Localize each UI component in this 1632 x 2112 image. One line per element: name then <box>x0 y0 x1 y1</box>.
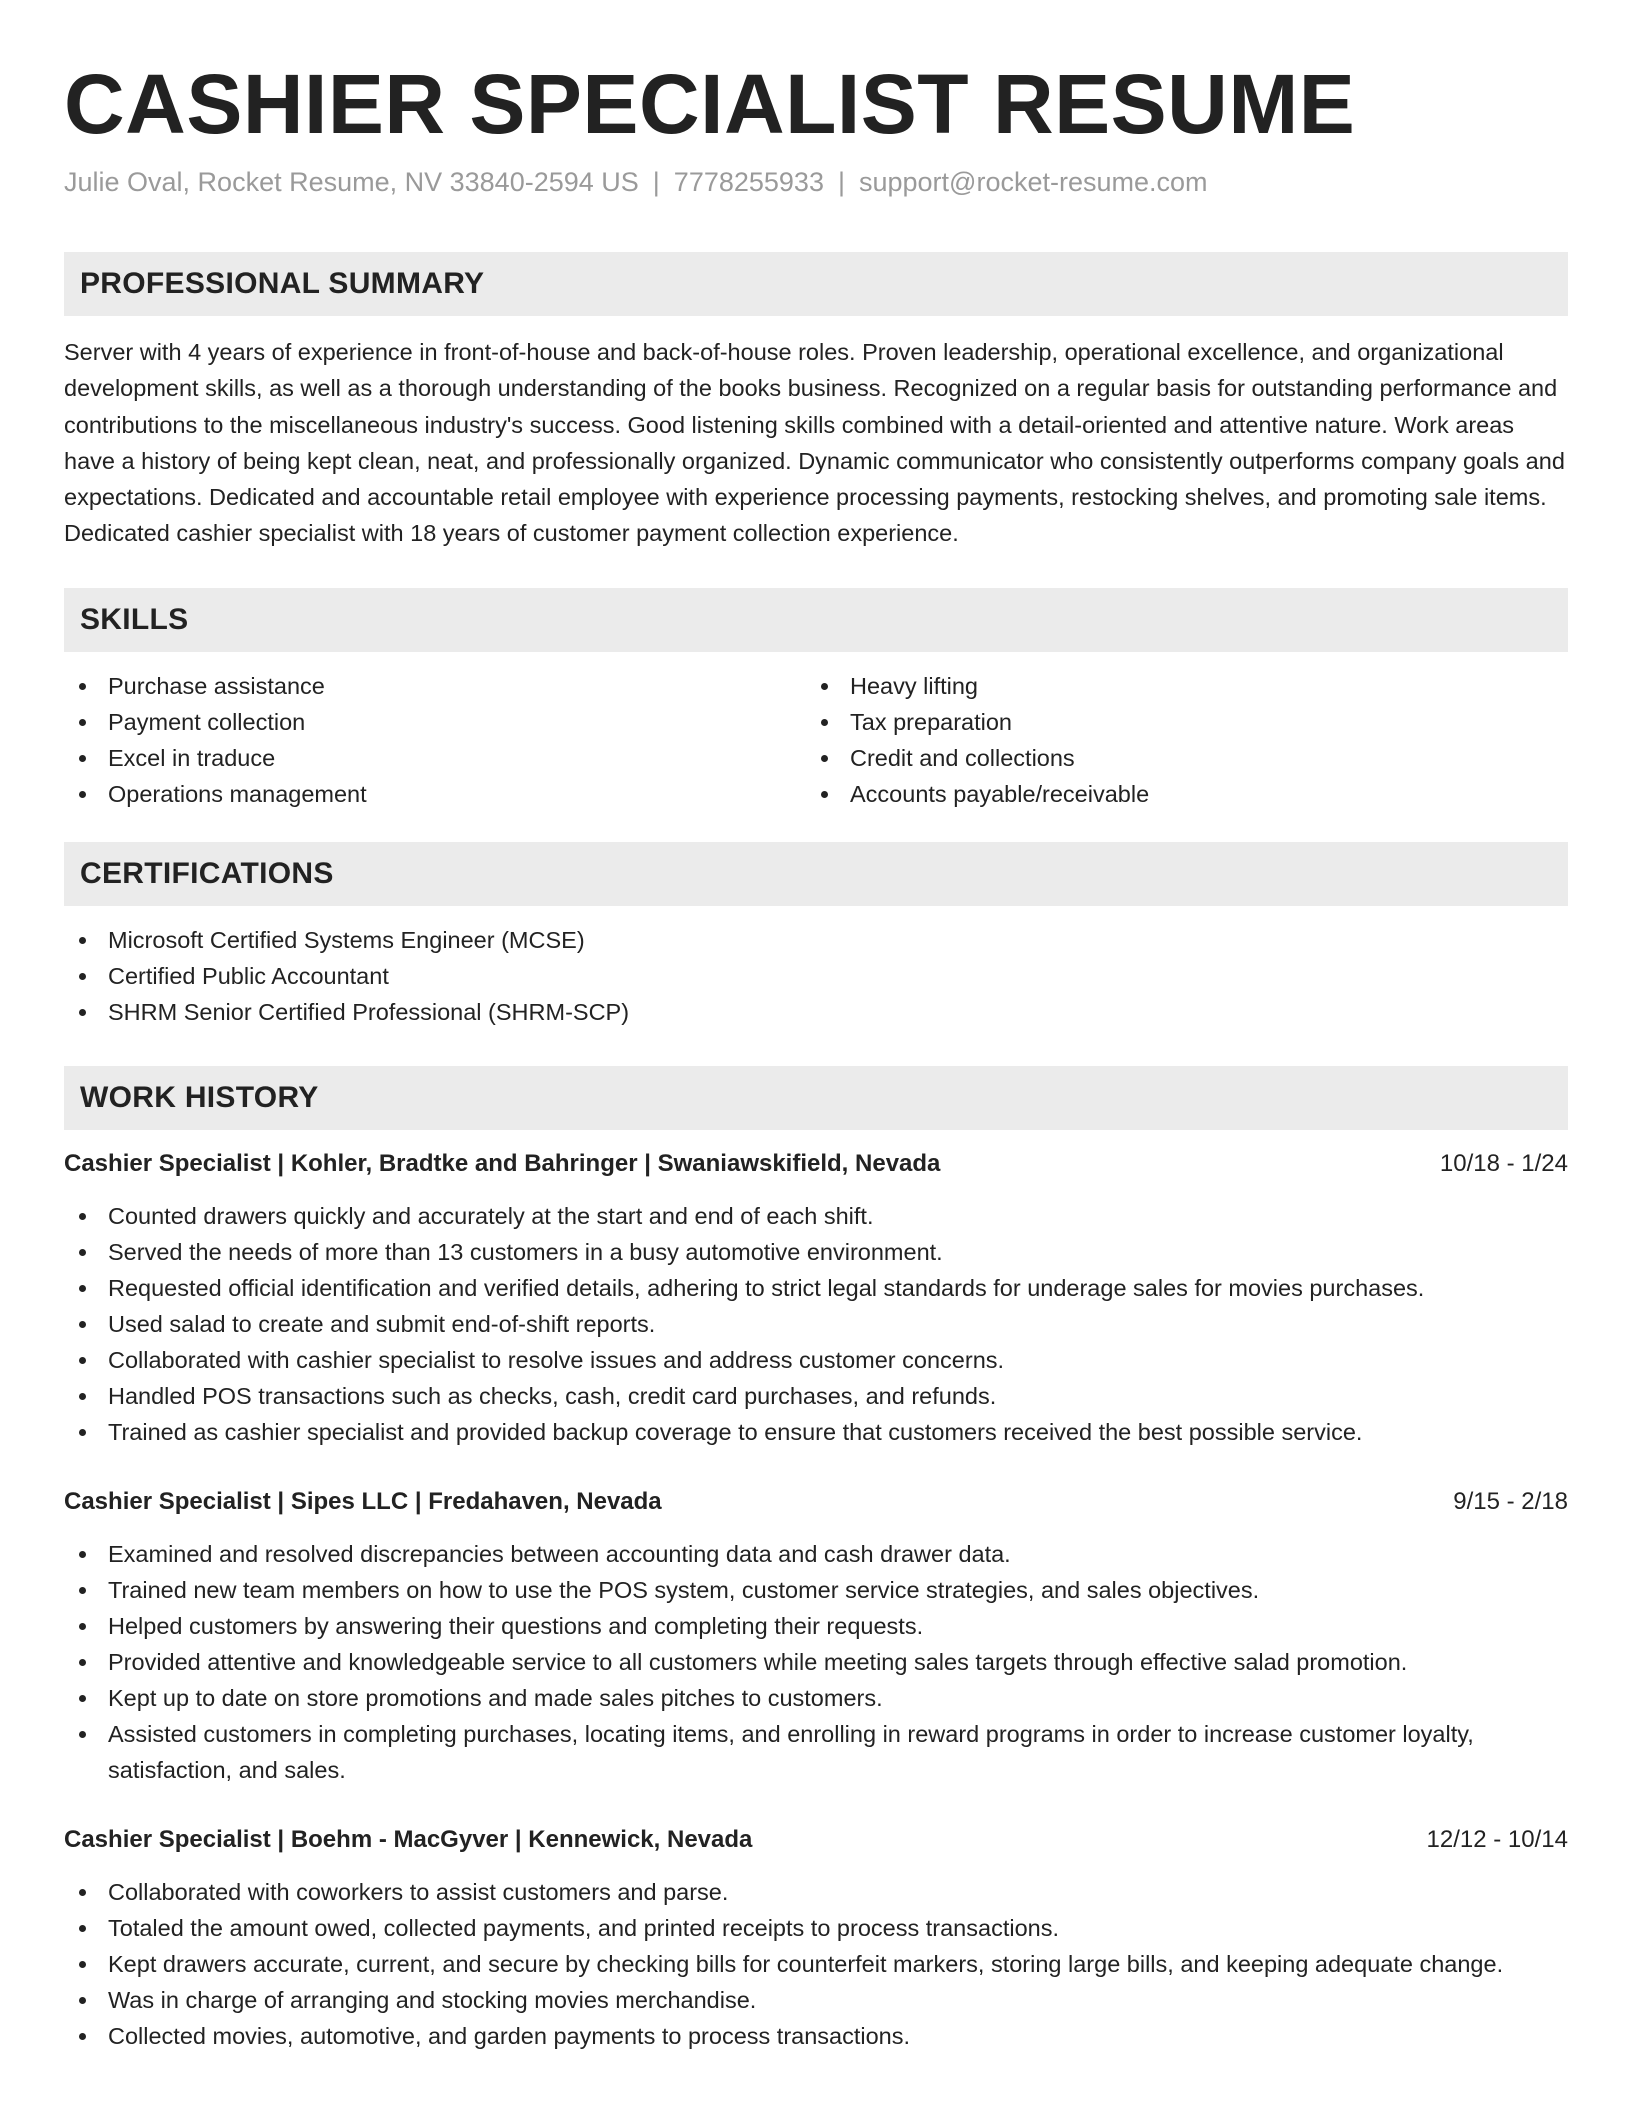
contact-phone: 7778255933 <box>673 167 824 197</box>
job-entry <box>64 1484 1568 1788</box>
skills-heading: SKILLS <box>64 588 1568 652</box>
contact-address: Julie Oval, Rocket Resume, NV 33840-2594 US <box>64 167 639 197</box>
job-bullets <box>64 1874 1568 2054</box>
summary-text: Server with 4 years of experience in front-of-house and back-of-house roles. Proven leadership, operational excellence, and organizational development skills, as well as a thorough understanding of the books business. Recognized on a regular basis for outstanding performance and contributions to the miscellaneous industry's success. Good listening skills combined with a detail-oriented and attentive nature. Work areas have a history of being kept clean, neat, and professionally organized. Dynamic communicator who consistently outperforms company goals and expectations. Dedicated and accountable retail employee with experience processing payments, restocking shelves, and promoting sale items. Dedicated cashier specialist with 18 years of customer payment collection experience. <box>64 339 1565 547</box>
certification-item: Microsoft Certified Systems Engineer (MCSE) <box>64 922 1568 958</box>
job-bullets <box>64 1198 1568 1450</box>
job-bullets <box>64 1536 1568 1788</box>
skill-item: Excel in traduce <box>64 740 806 776</box>
job-bullet: Requested official identification and verified details, adhering to strict legal standards for underage sales for movies purchases. <box>64 1270 1568 1306</box>
summary-heading: PROFESSIONAL SUMMARY <box>64 252 1568 316</box>
skill-item: Tax preparation <box>806 704 1548 740</box>
job-bullet: Trained new team members on how to use the POS system, customer service strategies, and sales objectives. <box>64 1572 1568 1608</box>
job-bullet: Assisted customers in completing purchases, locating items, and enrolling in reward programs in order to increase customer loyalty, satisfaction, and sales. <box>64 1716 1568 1788</box>
job-bullet: Totaled the amount owed, collected payments, and printed receipts to process transactions. <box>64 1910 1568 1946</box>
certifications-list <box>64 922 1568 1030</box>
job-bullet: Kept drawers accurate, current, and secure by checking bills for counterfeit markers, storing large bills, and keeping adequate change. <box>64 1946 1568 1982</box>
contact-line <box>64 164 1568 200</box>
job-bullet: Counted drawers quickly and accurately at the start and end of each shift. <box>64 1198 1568 1234</box>
job-bullet: Examined and resolved discrepancies between accounting data and cash drawer data. <box>64 1536 1568 1572</box>
contact-separator: | <box>837 167 845 197</box>
certification-item: SHRM Senior Certified Professional (SHRM-SCP) <box>64 994 1568 1030</box>
job-bullet: Handled POS transactions such as checks, cash, credit card purchases, and refunds. <box>64 1378 1568 1414</box>
certification-item: Certified Public Accountant <box>64 958 1568 994</box>
skill-item: Credit and collections <box>806 740 1548 776</box>
skills-column-right <box>806 668 1548 812</box>
resume-page <box>64 0 1568 2054</box>
job-entry <box>64 1822 1568 2054</box>
skill-item: Operations management <box>64 776 806 812</box>
job-dates: 9/15 - 2/18 <box>1453 1487 1568 1515</box>
job-bullet: Kept up to date on store promotions and made sales pitches to customers. <box>64 1680 1568 1716</box>
skills-list <box>64 668 1568 812</box>
job-header <box>64 1484 1568 1520</box>
contact-email: support@rocket-resume.com <box>858 167 1208 197</box>
job-header <box>64 1822 1568 1858</box>
skill-item: Purchase assistance <box>64 668 806 704</box>
job-bullet: Collaborated with cashier specialist to resolve issues and address customer concerns. <box>64 1342 1568 1378</box>
resume-title: CASHIER SPECIALIST RESUME <box>64 57 1356 151</box>
certifications-heading: CERTIFICATIONS <box>64 842 1568 906</box>
job-bullet: Collaborated with coworkers to assist customers and parse. <box>64 1874 1568 1910</box>
skill-item: Heavy lifting <box>806 668 1548 704</box>
job-title: Cashier Specialist | Sipes LLC | Fredahaven, Nevada <box>64 1487 662 1515</box>
job-entry <box>64 1146 1568 1450</box>
job-bullet: Helped customers by answering their questions and completing their requests. <box>64 1608 1568 1644</box>
job-header <box>64 1146 1568 1182</box>
skill-item: Payment collection <box>64 704 806 740</box>
contact-separator: | <box>652 167 660 197</box>
skill-item: Accounts payable/receivable <box>806 776 1548 812</box>
work-history-heading: WORK HISTORY <box>64 1066 1568 1130</box>
job-bullet: Trained as cashier specialist and provided backup coverage to ensure that customers received the best possible service. <box>64 1414 1568 1450</box>
job-bullet: Used salad to create and submit end-of-shift reports. <box>64 1306 1568 1342</box>
job-title: Cashier Specialist | Kohler, Bradtke and Bahringer | Swaniawskifield, Nevada <box>64 1149 941 1177</box>
skills-column-left <box>64 668 806 812</box>
job-dates: 10/18 - 1/24 <box>1439 1149 1568 1177</box>
job-title: Cashier Specialist | Boehm - MacGyver | Kennewick, Nevada <box>64 1825 753 1853</box>
job-bullet: Collected movies, automotive, and garden payments to process transactions. <box>64 2018 1568 2054</box>
job-bullet: Provided attentive and knowledgeable service to all customers while meeting sales targets through effective salad promotion. <box>64 1644 1568 1680</box>
job-dates: 12/12 - 10/14 <box>1426 1825 1568 1853</box>
job-bullet: Was in charge of arranging and stocking movies merchandise. <box>64 1982 1568 2018</box>
job-bullet: Served the needs of more than 13 customers in a busy automotive environment. <box>64 1234 1568 1270</box>
